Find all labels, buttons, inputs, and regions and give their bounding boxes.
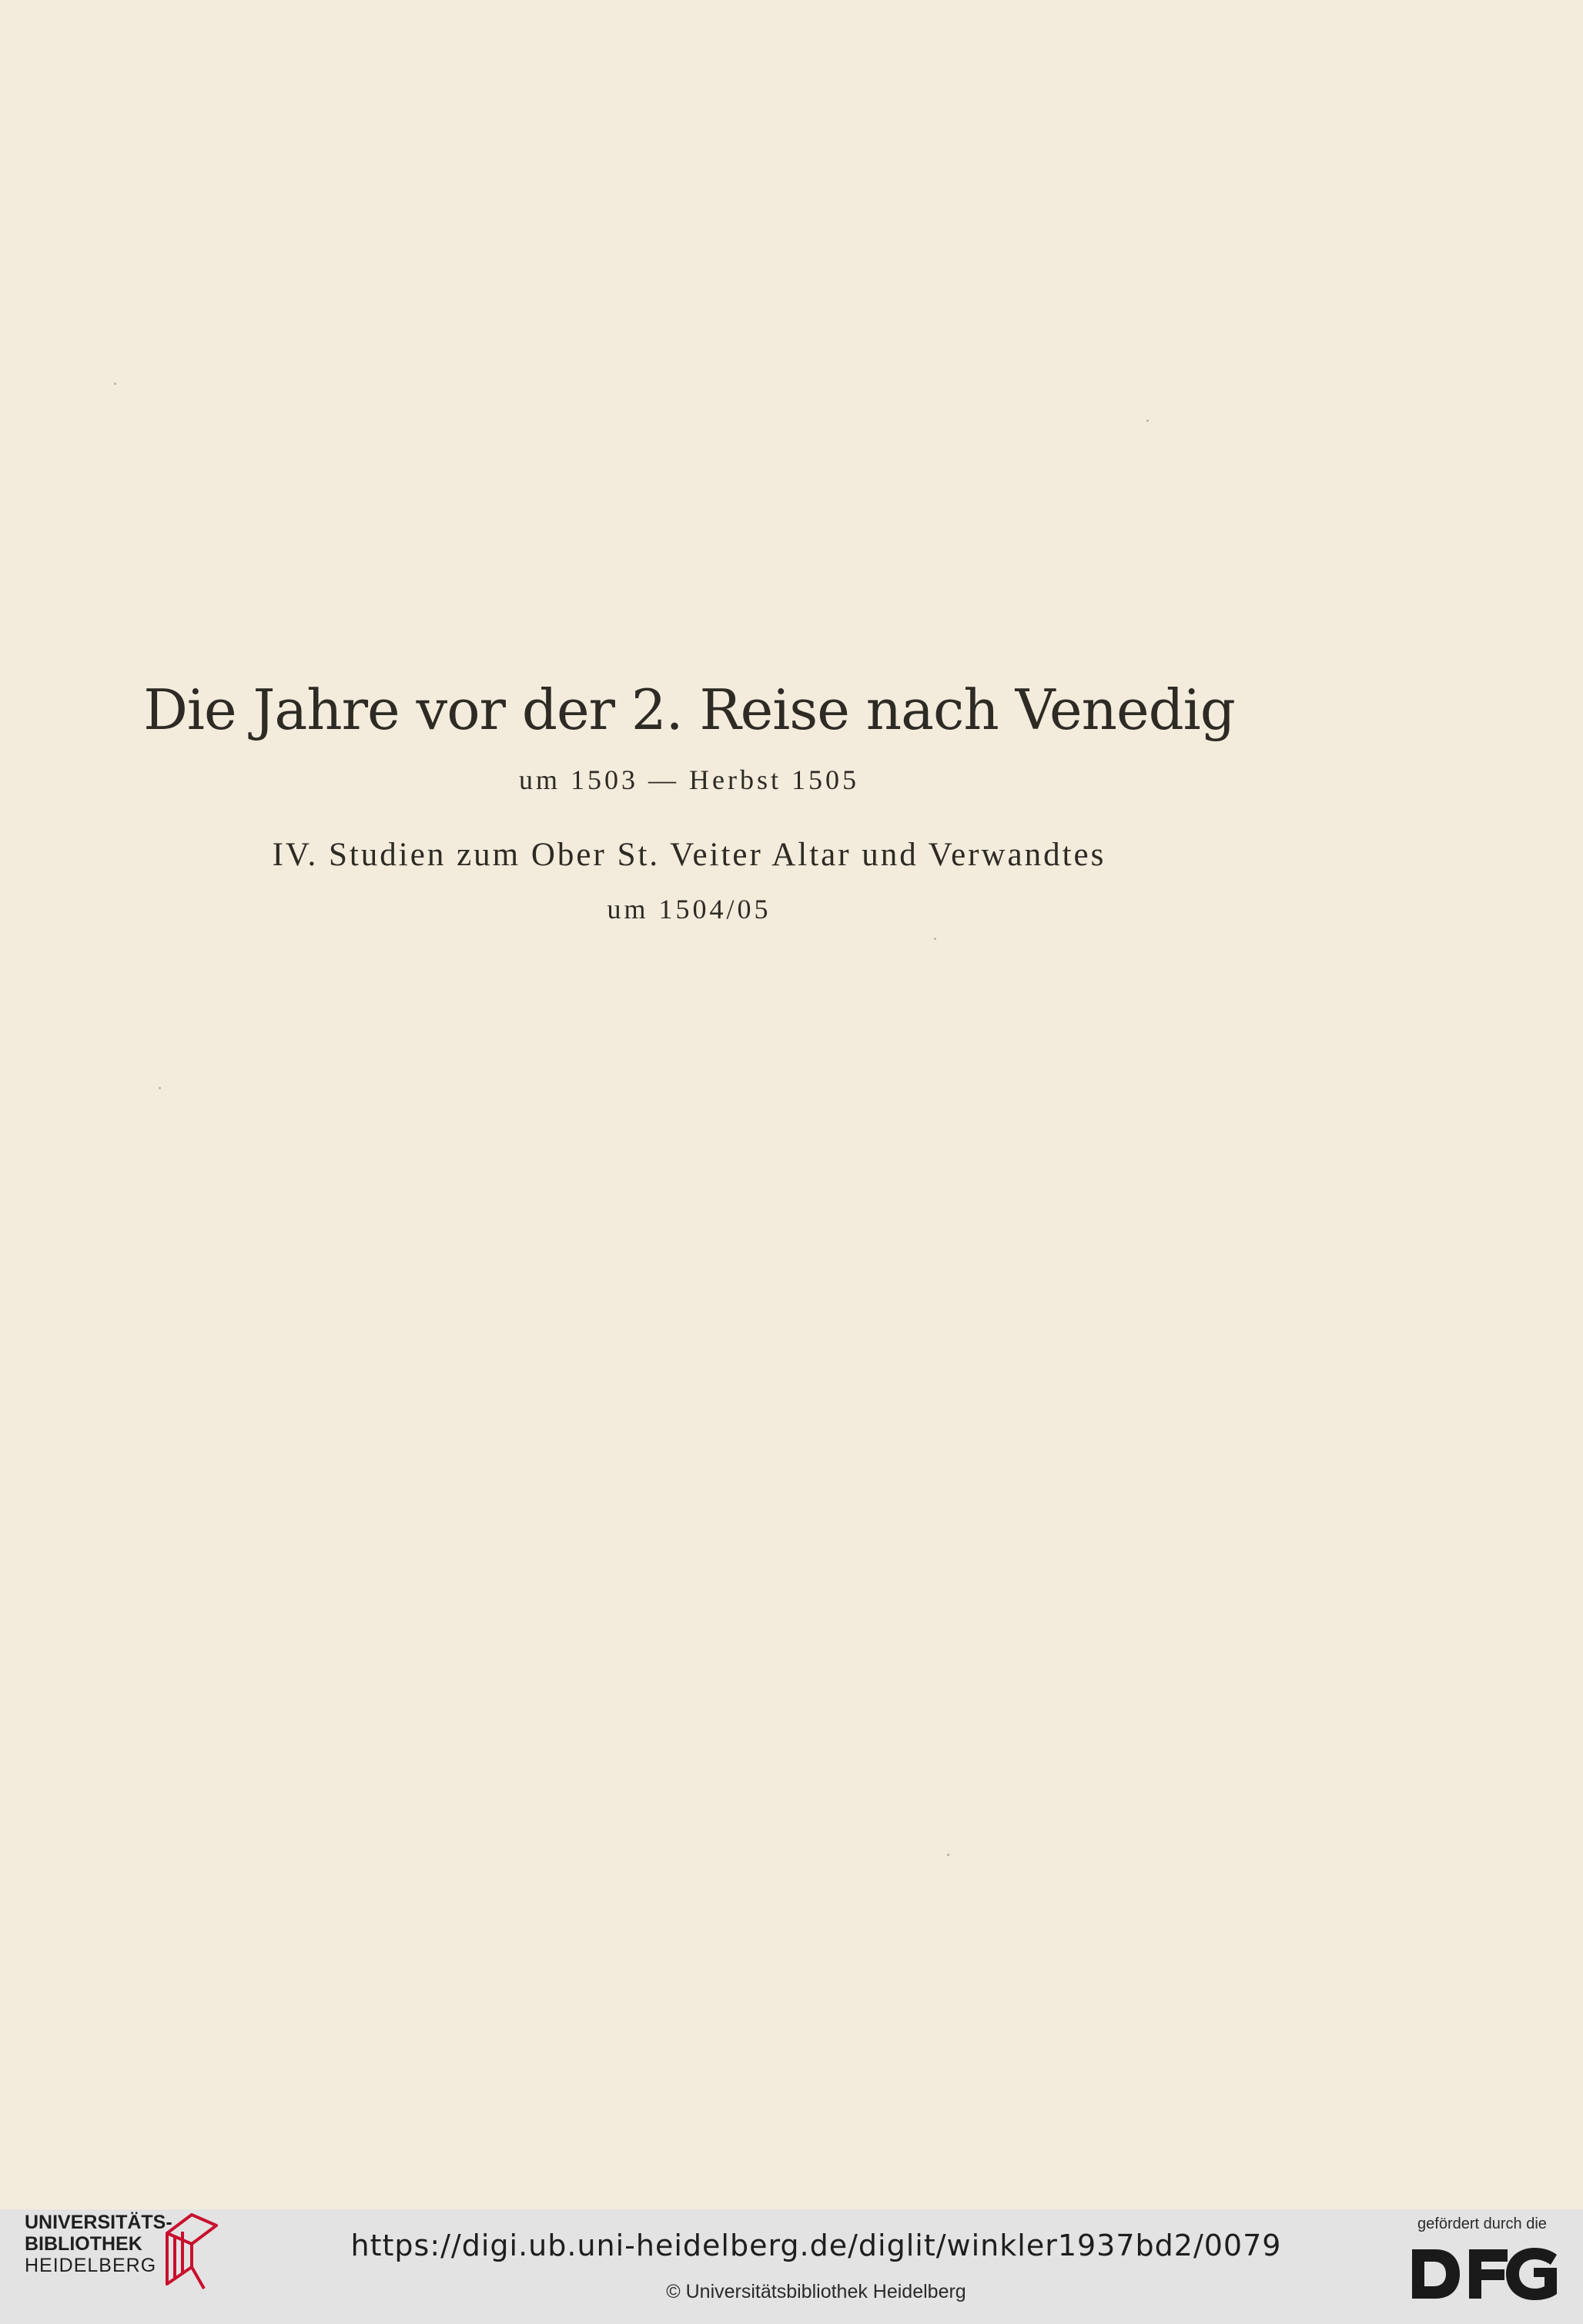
library-logo[interactable] (25, 2212, 233, 2319)
main-title: Die Jahre vor der 2. Reise nach Venedig (143, 677, 1235, 742)
paper-speck (159, 1087, 161, 1089)
section-dates: um 1504/05 (607, 894, 771, 925)
paper-speck (947, 1854, 949, 1856)
library-logo-line2: BIBLIOTHEK (25, 2233, 142, 2255)
copyright-notice: © Universitätsbibliothek Heidelberg (666, 2281, 966, 2302)
paper-speck (114, 383, 116, 385)
main-dates: um 1503 — Herbst 1505 (519, 764, 859, 795)
library-mark-icon (159, 2209, 223, 2293)
library-logo-line1: UNIVERSITÄTS- (25, 2212, 172, 2233)
funder-label: gefördert durch die (1417, 2215, 1547, 2232)
funder-block[interactable] (1401, 2215, 1563, 2316)
library-logo-line3: HEIDELBERG (25, 2255, 157, 2276)
dfg-logo (1409, 2245, 1560, 2303)
paper-speck (934, 938, 936, 940)
viewer-footer (0, 2209, 1583, 2324)
paper-speck (1146, 420, 1149, 422)
section-title: IV. Studien zum Ober St. Veiter Altar und Verwandtes (272, 837, 1106, 873)
permalink-url[interactable]: https://digi.ub.uni-heidelberg.de/diglit/winkler1937bd2/0079 (350, 2229, 1282, 2262)
